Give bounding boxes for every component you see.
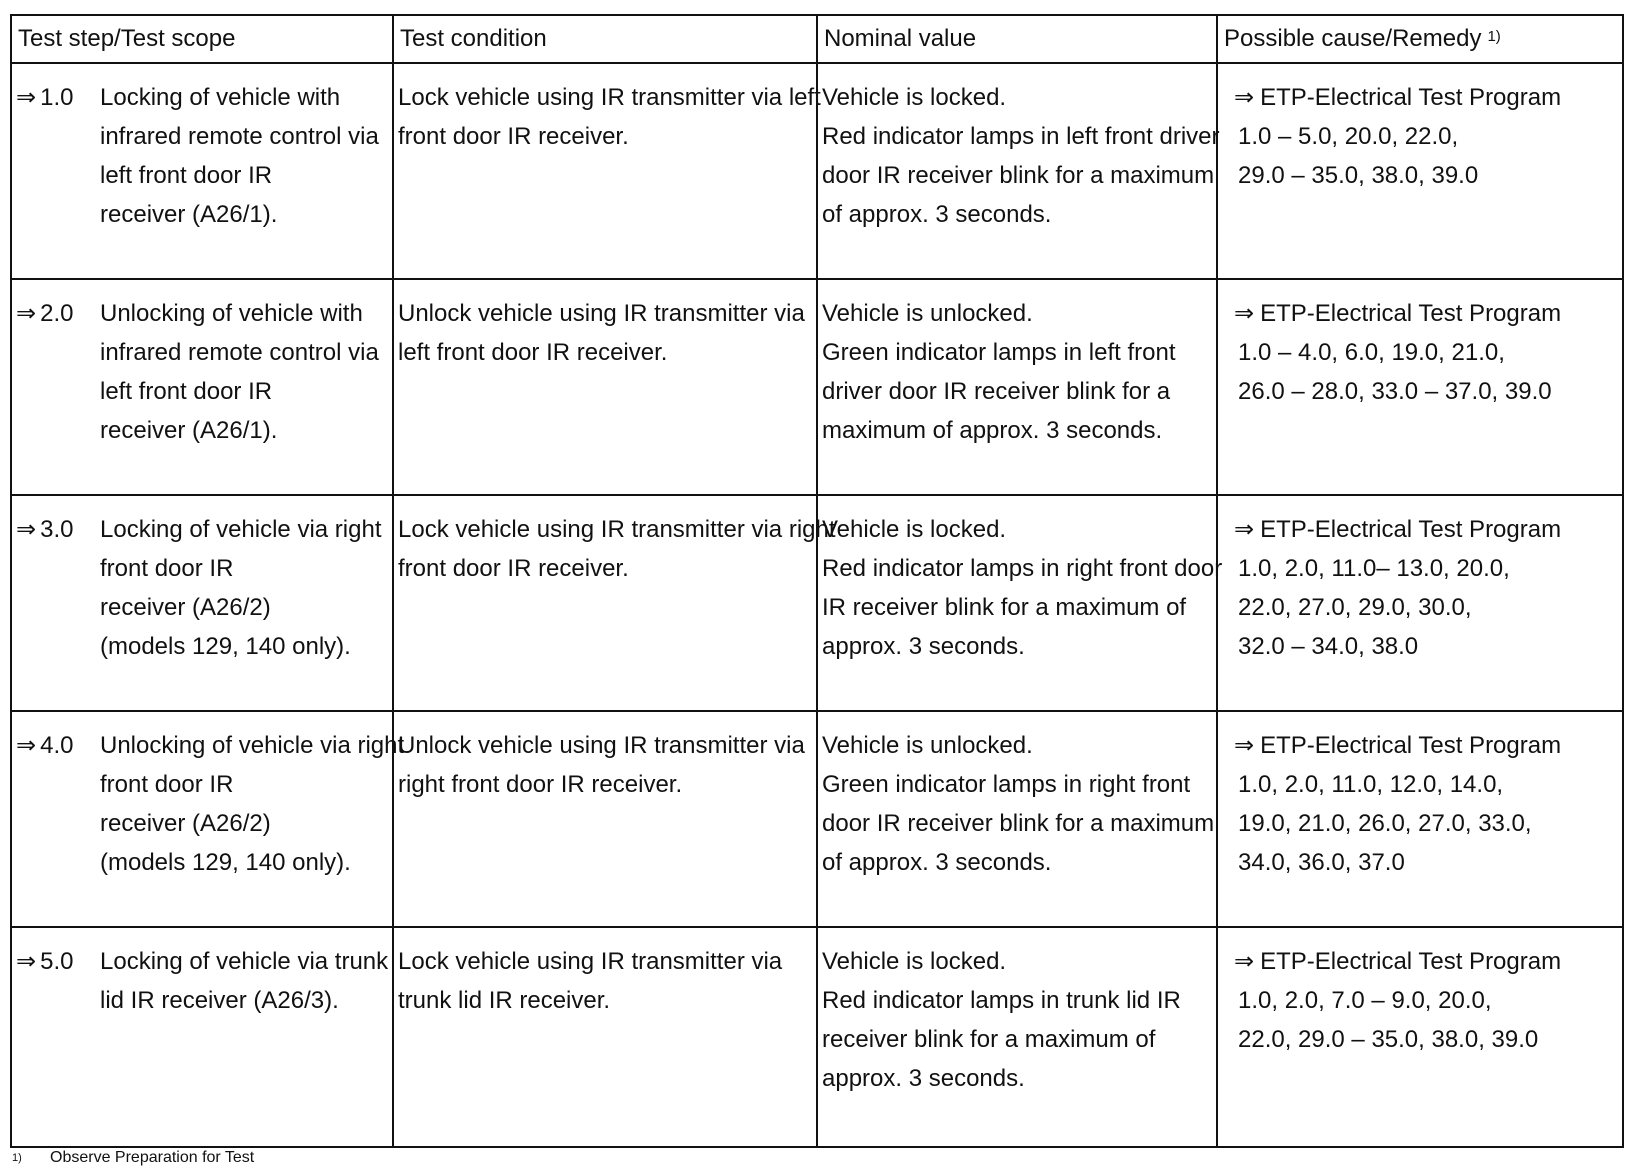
cell-line: 1.0 – 4.0, 6.0, 19.0, 21.0, — [1238, 339, 1505, 366]
cell-line: Unlocking of vehicle via right — [100, 732, 405, 759]
remedy-title — [1234, 510, 1618, 549]
table-header-row — [11, 15, 1623, 63]
table-row — [11, 279, 1623, 495]
cell-line: Unlock vehicle using IR transmitter via — [398, 300, 805, 327]
cell-line: of approx. 3 seconds. — [822, 849, 1052, 876]
remedy — [1222, 942, 1618, 1059]
remedy-title — [1234, 78, 1618, 117]
cell-line: door IR receiver blink for a maximum — [822, 810, 1215, 837]
header-nominal-value-label: Nominal value — [824, 25, 977, 52]
cell-line: infrared remote control via — [100, 339, 379, 366]
cell-line: 19.0, 21.0, 26.0, 27.0, 33.0, — [1238, 810, 1532, 837]
remedy-title — [1234, 726, 1618, 765]
arrow-icon: ⇒ — [1234, 84, 1255, 111]
test-step — [16, 510, 388, 666]
step-number-value: 5.0 — [40, 948, 74, 975]
step-scope — [100, 78, 388, 234]
cell-nominal-value — [817, 279, 1217, 495]
cell-line: receiver (A26/1). — [100, 201, 278, 228]
cell-line: Green indicator lamps in left front — [822, 339, 1176, 366]
cell-line: front door IR — [100, 771, 234, 798]
cell-line: infrared remote control via — [100, 123, 379, 150]
cell-line: Green indicator lamps in right front — [822, 771, 1191, 798]
cell-line: approx. 3 seconds. — [822, 1065, 1025, 1092]
remedy-title-text: ETP-Electrical Test Program — [1260, 732, 1562, 759]
step-number — [16, 294, 100, 333]
arrow-icon: ⇒ — [16, 84, 37, 111]
remedy-steps — [1234, 981, 1618, 1059]
cell-test-condition — [393, 279, 817, 495]
remedy — [1222, 726, 1618, 882]
cell-test-step — [11, 927, 393, 1147]
footnote-text: Observe Preparation for Test — [50, 1149, 255, 1166]
header-possible-cause-label: Possible cause/Remedy — [1224, 25, 1482, 52]
header-test-step — [11, 15, 393, 63]
header-test-condition-label: Test condition — [400, 25, 547, 52]
header-possible-cause — [1217, 15, 1623, 63]
step-scope — [100, 942, 388, 1020]
step-number-value: 3.0 — [40, 516, 74, 543]
arrow-icon: ⇒ — [1234, 300, 1255, 327]
cell-line: driver door IR receiver blink for a — [822, 378, 1171, 405]
remedy-steps — [1234, 117, 1618, 195]
cell-line: Red indicator lamps in right front door — [822, 555, 1223, 582]
cell-line: door IR receiver blink for a maximum — [822, 162, 1215, 189]
cell-line: Unlock vehicle using IR transmitter via — [398, 732, 805, 759]
footnote — [12, 1148, 254, 1168]
cell-line: Lock vehicle using IR transmitter via right — [398, 516, 836, 543]
cell-test-step — [11, 711, 405, 927]
cell-line: Vehicle is unlocked. — [822, 732, 1033, 759]
header-test-step-label: Test step/Test scope — [18, 25, 236, 52]
cell-line: maximum of approx. 3 seconds. — [822, 417, 1163, 444]
remedy-steps — [1234, 765, 1618, 882]
test-procedure-table — [10, 14, 1624, 1148]
cell-line: Red indicator lamps in trunk lid IR — [822, 987, 1181, 1014]
header-nominal-value — [817, 15, 1217, 63]
cell-line: IR receiver blink for a maximum of — [822, 594, 1187, 621]
cell-line: 1.0, 2.0, 11.0– 13.0, 20.0, — [1238, 555, 1510, 582]
cell-line: (models 129, 140 only). — [100, 633, 351, 660]
test-step — [16, 78, 388, 234]
cell-nominal-value — [817, 495, 1223, 711]
cell-line: Locking of vehicle via trunk — [100, 948, 389, 975]
cell-line: left front door IR — [100, 162, 273, 189]
arrow-icon: ⇒ — [16, 948, 37, 975]
cell-nominal-value — [817, 927, 1217, 1147]
step-number — [16, 942, 100, 981]
table-row — [11, 927, 1623, 1147]
step-number — [16, 726, 100, 765]
step-scope — [100, 294, 388, 450]
cell-nominal-value — [817, 711, 1217, 927]
cell-test-condition — [393, 495, 836, 711]
cell-line: 1.0 – 5.0, 20.0, 22.0, — [1238, 123, 1459, 150]
cell-line: Vehicle is locked. — [822, 516, 1007, 543]
step-number-value: 2.0 — [40, 300, 74, 327]
arrow-icon: ⇒ — [1234, 732, 1255, 759]
footnote-mark: 1) — [12, 1152, 22, 1164]
cell-possible-cause — [1217, 495, 1623, 711]
cell-test-step — [11, 63, 393, 279]
cell-line: Lock vehicle using IR transmitter via left — [398, 84, 821, 111]
cell-nominal-value — [817, 63, 1220, 279]
cell-test-step — [11, 495, 393, 711]
remedy — [1222, 78, 1618, 195]
cell-line: 1.0, 2.0, 11.0, 12.0, 14.0, — [1238, 771, 1504, 798]
cell-line: receiver (A26/1). — [100, 417, 278, 444]
cell-line: 32.0 – 34.0, 38.0 — [1238, 633, 1419, 660]
cell-line: 1.0, 2.0, 7.0 – 9.0, 20.0, — [1238, 987, 1492, 1014]
arrow-icon: ⇒ — [1234, 516, 1255, 543]
remedy — [1222, 510, 1618, 666]
cell-test-condition — [393, 63, 821, 279]
table-row — [11, 495, 1623, 711]
footnote-reference: 1) — [1487, 28, 1501, 45]
step-number-value: 1.0 — [40, 84, 74, 111]
cell-line: front door IR receiver. — [398, 123, 629, 150]
remedy-steps — [1234, 333, 1618, 411]
cell-line: 29.0 – 35.0, 38.0, 39.0 — [1238, 162, 1479, 189]
cell-possible-cause — [1217, 711, 1623, 927]
cell-line: front door IR receiver. — [398, 555, 629, 582]
table-row — [11, 711, 1623, 927]
test-step — [16, 942, 388, 1020]
arrow-icon: ⇒ — [16, 732, 37, 759]
cell-possible-cause — [1217, 279, 1623, 495]
cell-line: left front door IR — [100, 378, 273, 405]
cell-test-condition — [393, 711, 817, 927]
cell-line: approx. 3 seconds. — [822, 633, 1025, 660]
table-body — [11, 63, 1623, 1147]
step-scope — [100, 510, 388, 666]
remedy-title — [1234, 294, 1618, 333]
step-number-value: 4.0 — [40, 732, 74, 759]
cell-line: 34.0, 36.0, 37.0 — [1238, 849, 1405, 876]
cell-line: (models 129, 140 only). — [100, 849, 351, 876]
cell-line: Vehicle is locked. — [822, 948, 1007, 975]
cell-possible-cause — [1217, 63, 1623, 279]
cell-line: 26.0 – 28.0, 33.0 – 37.0, 39.0 — [1238, 378, 1552, 405]
cell-line: receiver blink for a maximum of — [822, 1026, 1156, 1053]
remedy-title-text: ETP-Electrical Test Program — [1260, 948, 1562, 975]
cell-line: 22.0, 29.0 – 35.0, 38.0, 39.0 — [1238, 1026, 1539, 1053]
cell-test-step — [11, 279, 393, 495]
remedy-title-text: ETP-Electrical Test Program — [1260, 84, 1562, 111]
cell-line: receiver (A26/2) — [100, 810, 271, 837]
cell-line: Locking of vehicle via right — [100, 516, 382, 543]
remedy — [1222, 294, 1618, 411]
cell-line: left front door IR receiver. — [398, 339, 668, 366]
cell-line: Lock vehicle using IR transmitter via — [398, 948, 783, 975]
header-test-condition — [393, 15, 817, 63]
cell-line: right front door IR receiver. — [398, 771, 683, 798]
step-scope — [100, 726, 404, 882]
step-number — [16, 510, 100, 549]
cell-line: lid IR receiver (A26/3). — [100, 987, 339, 1014]
cell-line: Vehicle is unlocked. — [822, 300, 1033, 327]
cell-test-condition — [393, 927, 817, 1147]
cell-line: Unlocking of vehicle with — [100, 300, 363, 327]
cell-line: 22.0, 27.0, 29.0, 30.0, — [1238, 594, 1472, 621]
remedy-title-text: ETP-Electrical Test Program — [1260, 300, 1562, 327]
cell-line: trunk lid IR receiver. — [398, 987, 611, 1014]
step-number — [16, 78, 100, 117]
cell-line: receiver (A26/2) — [100, 594, 271, 621]
cell-line: Vehicle is locked. — [822, 84, 1007, 111]
remedy-steps — [1234, 549, 1618, 666]
remedy-title-text: ETP-Electrical Test Program — [1260, 516, 1562, 543]
cell-line: Locking of vehicle with — [100, 84, 341, 111]
arrow-icon: ⇒ — [16, 300, 37, 327]
cell-line: Red indicator lamps in left front driver — [822, 123, 1220, 150]
cell-possible-cause — [1217, 927, 1623, 1147]
test-step — [16, 294, 388, 450]
arrow-icon: ⇒ — [16, 516, 37, 543]
cell-line: of approx. 3 seconds. — [822, 201, 1052, 228]
arrow-icon: ⇒ — [1234, 948, 1255, 975]
test-step — [16, 726, 405, 882]
table-row — [11, 63, 1623, 279]
remedy-title — [1234, 942, 1618, 981]
cell-line: front door IR — [100, 555, 234, 582]
